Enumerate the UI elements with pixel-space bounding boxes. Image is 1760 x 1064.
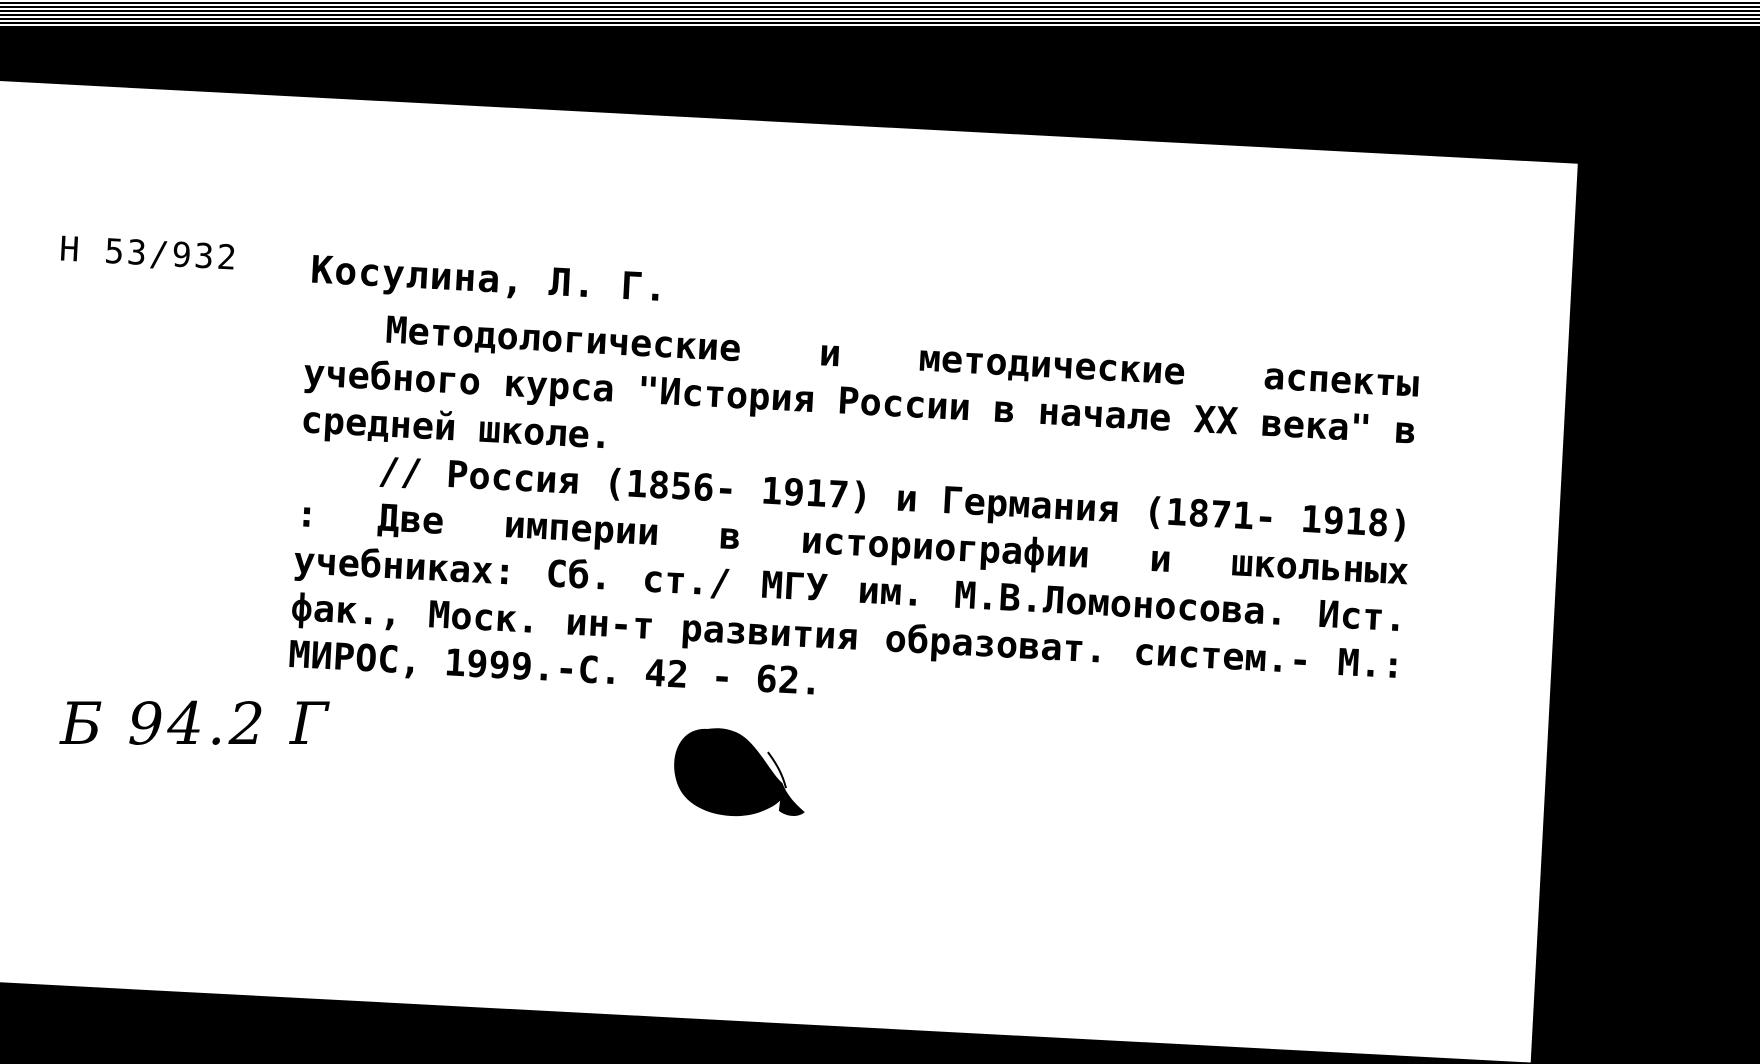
ink-blot-stamp-icon (661, 707, 828, 849)
catalog-card (0, 80, 1578, 1063)
title-paragraph: Методологические и методические аспекты учебного курса "История России в начале XX века" в средней школе. (299, 308, 1421, 458)
card-content (0, 80, 1578, 1063)
handwritten-classification-note: Б 94.2 Г (60, 690, 332, 759)
bibliographic-description (287, 302, 1420, 736)
shelfmark: Н 53/932 (58, 229, 240, 279)
source-paragraph: // Россия (1856- 1917) и Германия (1871- 1918) : Две империи в историографии и школьных учебниках: Сб. ст./ МГУ им. М.В.Ломоносова. Ист. фак., Моск. ин-т развития образоват. систем.- М.: МИРОС, 1999.-С. 42 - 62. (287, 449, 1413, 704)
author-heading: Косулина, Л. Г. (309, 247, 670, 311)
scanner-edge-strip (0, 0, 1760, 26)
